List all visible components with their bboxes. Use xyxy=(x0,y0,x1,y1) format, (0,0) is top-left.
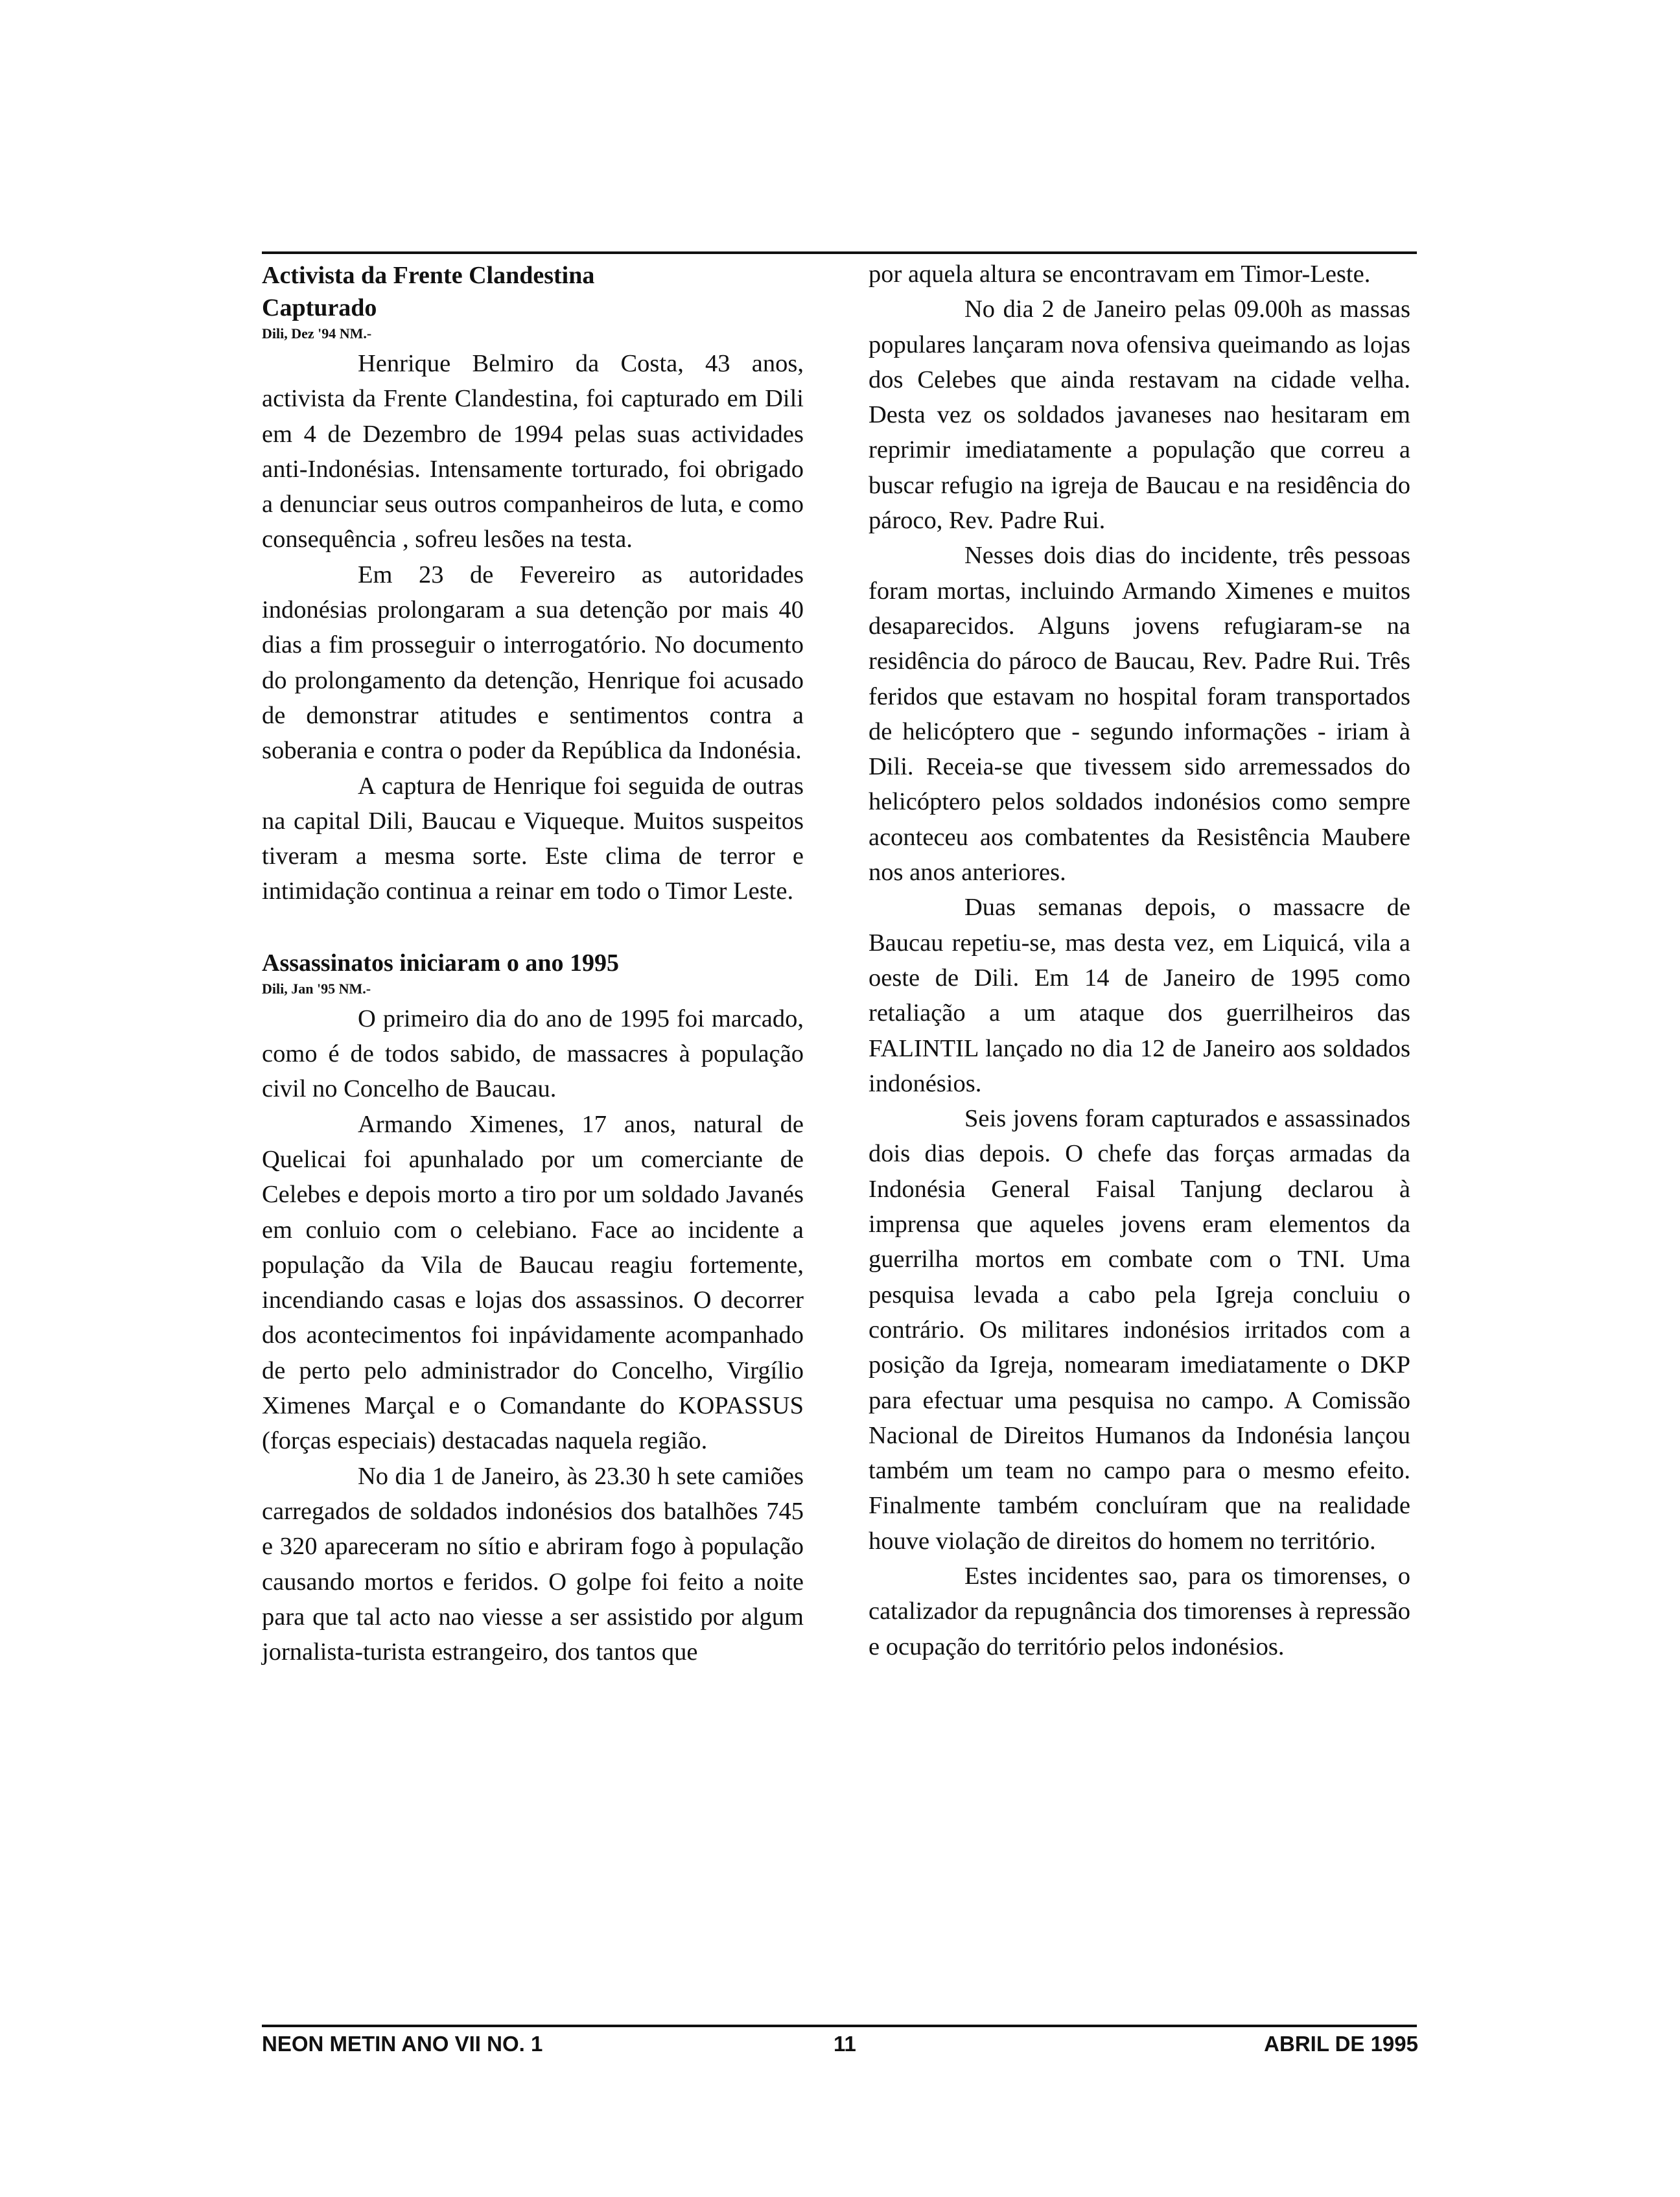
article-2-paragraph: Nesses dois dias do incidente, três pessoas foram mortas, incluindo Armando Ximenes e muitos desaparecidos. Alguns jovens refugiaram-se na residência do pároco de Baucau, Rev. Padre Rui. Três feridos que estavam no hospital foram transportados de helicóptero que - segundo informações - iriam à Dili. Receia-se que tivessem sido arremessados do helicóptero pelos soldados indonésios como sempre aconteceu aos combatentes da Resistência Maubere nos anos anteriores. xyxy=(869,542,1410,887)
article-1-paragraph: Em 23 de Fevereiro as autoridades indonésias prolongaram a sua detenção por mais 40 dias a fim prosseguir o interrogatório. No documento do prolongamento da detenção, Henrique foi acusado de demonstrar atitudes e sentimentos contra a soberania e contra o poder da República da Indonésia. xyxy=(262,561,804,765)
article-2-paragraph: Estes incidentes sao, para os timorenses, o catalizador da repugnância dos timorenses à repressão e ocupação do território pelos indonésios. xyxy=(869,1562,1410,1660)
article-2-paragraph: Duas semanas depois, o massacre de Baucau repetiu-se, mas desta vez, em Liquicá, vila a oeste de Dili. Em 14 de Janeiro de 1995 como retaliação a um ataque dos guerrilheiros das FALINTIL lançado no dia 12 de Janeiro aos soldados indonésios. xyxy=(869,894,1410,1097)
article-1-headline-line2: Capturado xyxy=(262,294,377,321)
article-1-paragraph: A captura de Henrique foi seguida de outras na capital Dili, Baucau e Viqueque. Muitos suspeitos tiveram a mesma sorte. Este clima de terror e intimidação continua a reinar em todo o Timor Leste. xyxy=(262,772,804,905)
article-2-dateline: Dili, Jan '95 NM.- xyxy=(262,980,371,997)
article-2-paragraph: Armando Ximenes, 17 anos, natural de Quelicai foi apunhalado por um comerciante de Celebes e depois morto a tiro por um soldado Javanés em conluio com o celebiano. Face ao incidente a população da Vila de Baucau reagiu fortemente, incendiando casas e lojas dos assassinos. O decorrer dos acontecimentos foi inpávidamente acompanhado de perto pelo administrador do Concelho, Virgílio Ximenes Marçal e o Comandante do KOPASSUS (forças especiais) destacadas naquela região. xyxy=(262,1110,804,1455)
article-1-headline-line1: Activista da Frente Clandestina xyxy=(262,262,595,289)
article-2-paragraph: No dia 2 de Janeiro pelas 09.00h as massas populares lançaram nova ofensiva queimando as lojas dos Celebes que ainda restavam na cidade velha. Desta vez os soldados javaneses nao hesitaram em reprimir imediatamente a população que correu a buscar refugio na igreja de Baucau e na residência do pároco, Rev. Padre Rui. xyxy=(869,296,1410,535)
article-2-paragraph: No dia 1 de Janeiro, às 23.30 h sete camiões carregados de soldados indonésios dos batalhões 745 e 320 apareceram no sítio e abriram fogo à população causando mortos e feridos. O golpe foi feito a noite para que tal acto nao viesse a ser assistido por algum jornalista-turista estrangeiro, dos tantos que xyxy=(262,1462,804,1666)
right-column xyxy=(869,257,1410,1664)
article-1-paragraph: Henrique Belmiro da Costa, 43 anos, activista da Frente Clandestina, foi capturado em Dili em 4 de Dezembro de 1994 pelas suas actividades anti-Indonésias. Intensamente torturado, foi obrigado a denunciar seus outros companheiros de luta, e como consequência , sofreu lesões na testa. xyxy=(262,350,804,553)
footer-date: ABRIL DE 1995 xyxy=(1264,2032,1418,2056)
continuation-text: por aquela altura se encontravam em Timor-Leste. xyxy=(869,261,1371,288)
article-2-paragraph: Seis jovens foram capturados e assassinados dois dias depois. O chefe das forças armadas da Indonésia General Faisal Tanjung declarou à imprensa que aqueles jovens eram elementos da guerrilha mortos em combate com o TNI. Uma pesquisa levada a cabo pela Igreja concluiu o contrário. Os militares indonésios irritados com a posição da Igreja, nomearam imediatamente o DKP para efectuar uma pesquisa no campo. A Comissão Nacional de Direitos Humanos da Indonésia lançou também um team no campo para o mesmo efeito. Finalmente também concluíram que na realidade houve violação de direitos do homem no território. xyxy=(869,1105,1410,1555)
article-spacer xyxy=(262,909,804,944)
article-1-dateline: Dili, Dez '94 NM.- xyxy=(262,325,372,342)
left-column xyxy=(262,257,804,1669)
footer-rule xyxy=(262,2025,1417,2027)
top-rule xyxy=(262,251,1417,254)
footer-publication: NEON METIN ANO VII NO. 1 xyxy=(262,2032,543,2056)
article-1-headline xyxy=(262,259,804,324)
article-2-paragraph: O primeiro dia do ano de 1995 foi marcado, como é de todos sabido, de massacres à população civil no Concelho de Baucau. xyxy=(262,1005,804,1103)
footer-page-number: 11 xyxy=(834,2032,856,2056)
article-2-headline: Assassinatos iniciaram o ano 1995 xyxy=(262,949,620,977)
